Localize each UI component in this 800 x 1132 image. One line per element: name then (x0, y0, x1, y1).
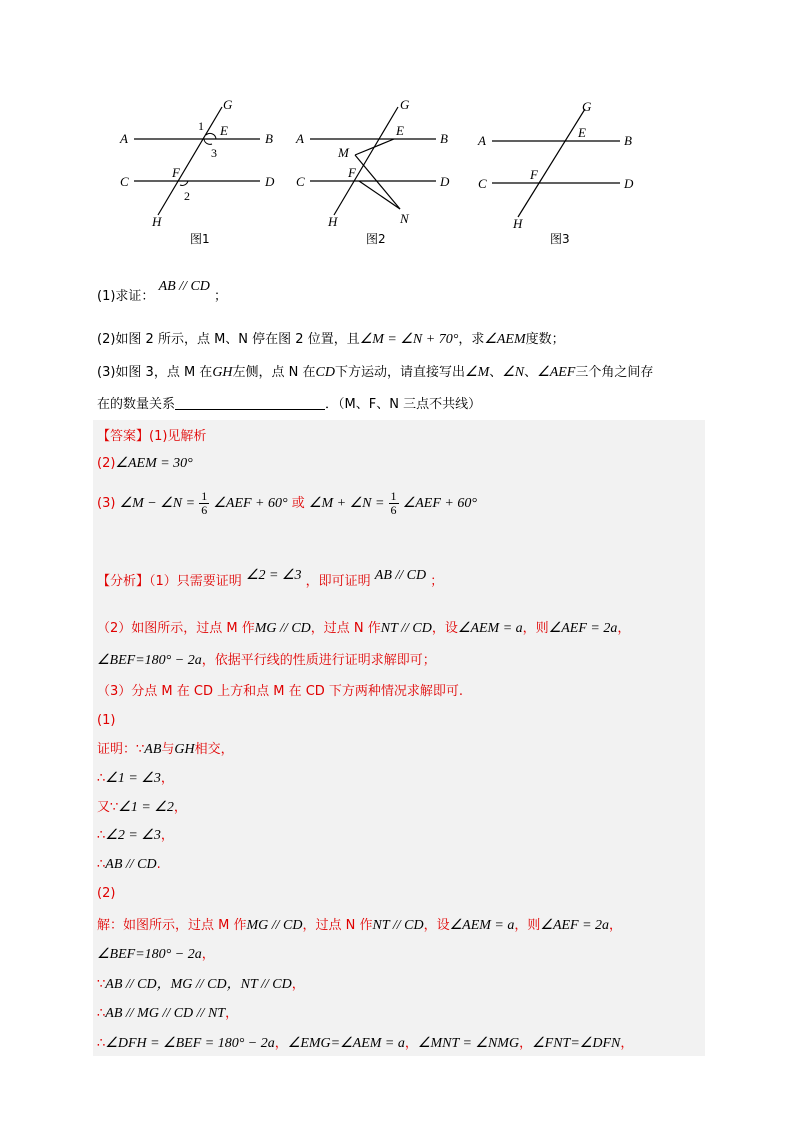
fraction-one-sixth-2: $\frac{1}{6}$ (390, 489, 397, 517)
analysis-2: （2）如图所示，过点 M 作MG // CD，过点 N 作NT // CD，设∠AEM = a，则∠AEF = 2a， (97, 621, 631, 636)
label-B: B (265, 131, 273, 146)
label-angle-2: 2 (184, 189, 190, 203)
label-A: A (296, 131, 304, 146)
label-G: G (223, 97, 233, 112)
label-H: H (513, 216, 523, 231)
figure-3-diagram (470, 95, 650, 255)
label-B: B (624, 133, 632, 148)
label-angle-3: 3 (211, 146, 217, 160)
solution-2-line-3: ∵AB // CD，MG // CD，NT // CD， (97, 977, 305, 992)
solution-1-line-2: ∴∠1 = ∠3， (97, 771, 174, 786)
label-E: E (220, 123, 228, 138)
label-angle-1: 1 (198, 119, 204, 133)
solution-2-line-1: 解：如图所示，过点 M 作MG // CD，过点 N 作NT // CD，设∠AEM = a，则∠AEF = 2a， (97, 918, 623, 933)
solution-1-line-5: ∴AB // CD. (97, 857, 161, 872)
label-M: M (338, 145, 349, 160)
label-F: F (172, 165, 180, 180)
answer-3: (3) ∠M − ∠N = $\frac{1}{6}$ ∠AEF + 60° 或 ∠M + ∠N = $\frac{1}{6}$ ∠AEF + 60° (97, 489, 477, 517)
label-C: C (296, 174, 305, 189)
label-F: F (348, 165, 356, 180)
answer-blank[interactable] (175, 397, 325, 410)
figure-1 (110, 95, 280, 259)
question-3: (3)如图 3，点 M 在GH左侧，点 N 在CD下方运动，请直接写出∠M、∠N、∠AEF三个角之间存 (97, 365, 654, 380)
label-D: D (265, 174, 275, 189)
solution-1-heading: (1) (97, 713, 116, 728)
figures-row (100, 95, 660, 255)
solution-2-line-2: ∠BEF=180° − 2a， (97, 947, 215, 962)
label-C: C (120, 174, 129, 189)
figure-2-caption: 图2 (366, 232, 386, 246)
label-D: D (624, 176, 634, 191)
solution-1-line-1: 证明：∵AB与GH相交， (97, 742, 234, 757)
question-1: (1)求证： AB // CD ； (97, 279, 228, 304)
solution-1-line-3: 又∵∠1 = ∠2， (97, 800, 187, 815)
label-D: D (440, 174, 450, 189)
figure-1-caption: 图1 (190, 232, 210, 246)
solution-1-line-4: ∴∠2 = ∠3， (97, 828, 174, 843)
label-G: G (582, 99, 592, 114)
label-E: E (578, 125, 586, 140)
figure-2-diagram (290, 95, 460, 255)
figure-2 (290, 95, 460, 259)
analysis-1: 【分析】（1）只需要证明 ∠2 = ∠3 ，即可证明 AB // CD ； (97, 568, 444, 589)
label-H: H (152, 214, 162, 229)
label-N: N (400, 211, 409, 226)
figure-1-diagram (110, 95, 280, 255)
label-G: G (400, 97, 410, 112)
answer-2: (2)∠AEM = 30° (97, 456, 193, 471)
label-A: A (478, 133, 486, 148)
figure-3 (470, 95, 650, 259)
question-3-line-2: 在的数量关系 ．（M、F、N 三点不共线） (97, 397, 482, 412)
fraction-one-sixth: $\frac{1}{6}$ (201, 489, 208, 517)
label-F: F (530, 167, 538, 182)
label-C: C (478, 176, 487, 191)
figure-3-caption: 图3 (550, 232, 570, 246)
question-2: (2)如图 2 所示，点 M、N 停在图 2 位置，且∠M = ∠N + 70°，求∠AEM度数； (97, 332, 565, 347)
solution-2-line-4: ∴AB // MG // CD // NT， (97, 1006, 239, 1021)
label-H: H (328, 214, 338, 229)
analysis-3: （3）分点 M 在 CD 上方和点 M 在 CD 下方两种情况求解即可. (97, 684, 464, 699)
solution-2-line-5: ∴∠DFH = ∠BEF = 180° − 2a，∠EMG=∠AEM = a，∠MNT = ∠NMG，∠FNT=∠DFN， (97, 1036, 634, 1051)
label-E: E (396, 123, 404, 138)
analysis-2-cont: ∠BEF=180° − 2a，依据平行线的性质进行证明求解即可； (97, 653, 436, 668)
label-B: B (440, 131, 448, 146)
label-A: A (120, 131, 128, 146)
answer-label-line: 【答案】(1)见解析 (97, 429, 207, 444)
solution-2-heading: (2) (97, 886, 116, 901)
